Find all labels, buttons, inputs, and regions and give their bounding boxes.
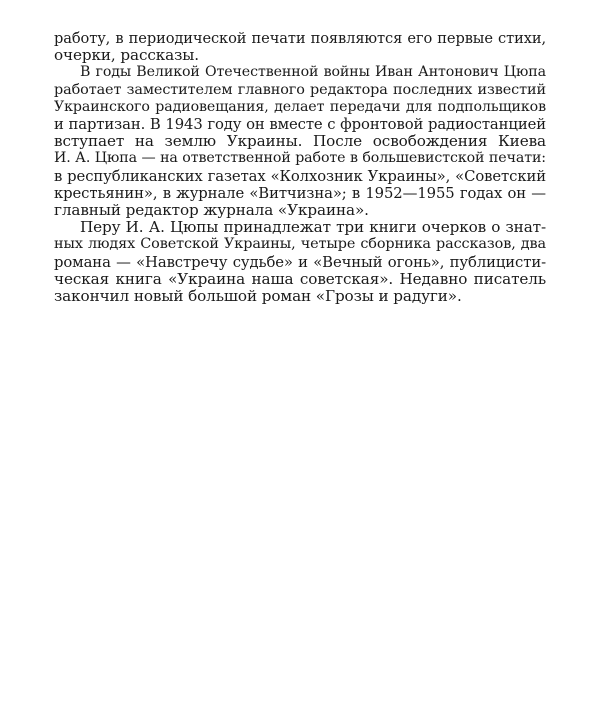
text-line: работает заместителем главного редактора последних известий xyxy=(54,81,546,98)
text-line: очерки, рассказы. xyxy=(54,47,199,65)
text-line: в республиканских газетах «Колхозник Украины», «Советский xyxy=(54,167,546,185)
document-page xyxy=(54,30,546,305)
text-line: закончил новый большой роман «Грозы и радуги». xyxy=(54,288,462,306)
text-line: вступает на землю Украины. После освобождения Киева xyxy=(54,133,546,151)
text-line: романа — «Навстречу судьбе» и «Вечный огонь», публицисти- xyxy=(54,253,546,271)
text-line: В годы Великой Отечественной войны Иван Антонович Цюпа xyxy=(80,64,546,81)
paragraph-2 xyxy=(54,64,546,219)
text-line: Украинского радиовещания, делает передачи для подпольщиков xyxy=(54,98,546,115)
text-line: ческая книга «Украина наша советская». Недавно писатель xyxy=(54,270,546,288)
text-line: работу, в периодической печати появляются его первые стихи, xyxy=(54,30,546,47)
text-line: Перу И. А. Цюпы принадлежат три книги очерков о знат- xyxy=(80,219,546,237)
text-line: главный редактор журнала «Украина». xyxy=(54,202,369,220)
paragraph-1 xyxy=(54,30,546,64)
text-line: и партизан. В 1943 году он вместе с фронтовой радиостанцией xyxy=(54,116,546,134)
text-line: крестьянин», в журнале «Витчизна»; в 1952—1955 годах он — xyxy=(54,184,546,202)
paragraph-3 xyxy=(54,219,546,305)
text-line: И. А. Цюпа — на ответственной работе в большевистской печати: xyxy=(54,150,546,167)
text-line: ных людях Советской Украины, четыре сборника рассказов, два xyxy=(54,236,546,253)
